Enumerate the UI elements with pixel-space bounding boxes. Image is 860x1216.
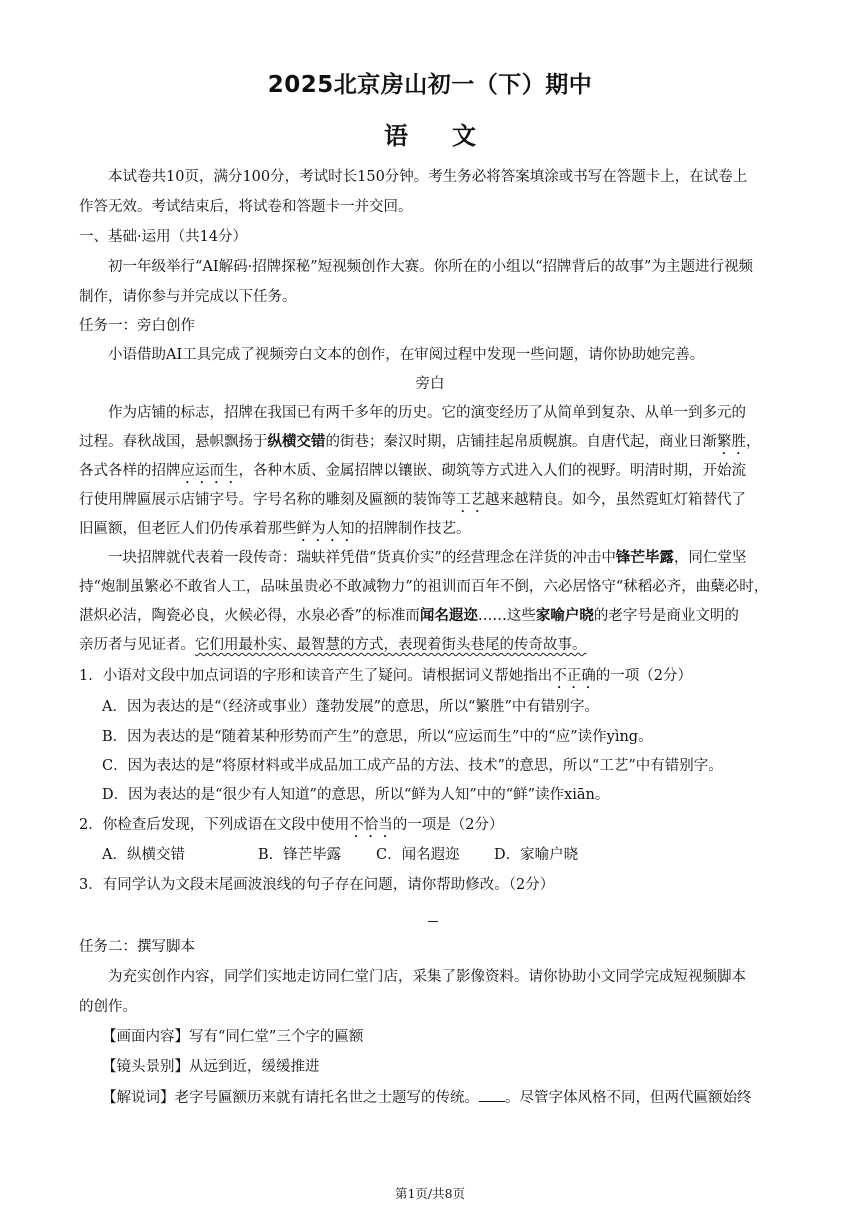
subject-title: 语文 xyxy=(384,122,520,150)
dotted-word-gongyi: 工艺 xyxy=(456,492,485,508)
idiom-wenming: 闻名遐迩 xyxy=(419,608,478,624)
intro-line-1: 本试卷共10页，满分100分，考试时长150分钟。考生务必将答案填涂或书写在答题卡上，在试卷上 xyxy=(108,169,748,185)
section-heading: 一、基础·运用（共14分） xyxy=(79,229,248,245)
section-intro-line-1: 初一年级举行“AI解码·招牌探秘”短视频创作大赛。你所在的小组以“招牌背后的故事”为主题进行视频 xyxy=(108,259,753,275)
narration-line-4: 行使用牌匾展示店铺字号。字号名称的雕刻及匾额的装饰等工艺越来越精良。如今，虽然霓虹灯箱替代了 xyxy=(79,492,746,508)
question-2-stem: 2．你检查后发现，下列成语在文段中使用不恰当的一项是（2分） xyxy=(79,817,504,833)
dotted-word-yingyun: 应运而生 xyxy=(180,463,239,479)
q2-option-c: C．闻名遐迩 xyxy=(376,847,460,863)
narration-line-1: 作为店铺的标志，招牌在我国已有两千多年的历史。它的演变经历了从简单到复杂、从单一到多元的 xyxy=(108,405,746,421)
narration-caption: 旁白 xyxy=(415,376,445,392)
page-number: 第1页/共8页 xyxy=(394,1186,466,1201)
wavy-sentence: 它们用最朴实、最智慧的方式，表现着街头巷尾的传奇故事。 xyxy=(195,637,587,653)
task2-heading: 任务二：撰写脚本 xyxy=(79,939,195,955)
task2-intro-line-2: 的创作。 xyxy=(79,999,137,1015)
q1-option-b: B．因为表达的是“随着某种形势而产生”的意思，所以“应运而生”中的“应”读作yìng。 xyxy=(102,729,653,745)
q2-option-a: A．纵横交错 xyxy=(102,847,185,863)
dotted-word-xianwei: 鲜为人知 xyxy=(296,521,355,537)
q1-option-d: D．因为表达的是“很少有人知道”的意思，所以“鲜为人知”中的“鲜”读作xiān。 xyxy=(102,787,610,803)
script-shot: 【镜头景别】从远到近，缓缓推进 xyxy=(102,1059,320,1075)
narration-line-8: 湛炽必洁，陶瓷必良，火候必得，水泉必香”的标准而闻名遐迩……这些家喻户晓的老字号是商业文明的 xyxy=(79,608,739,624)
emphasis-incorrect: 不正确 xyxy=(552,668,596,684)
idiom-fengmang: 锋芒毕露 xyxy=(615,550,674,566)
q1-option-c: C．因为表达的是“将原材料或半成品加工成产品的方法、技术”的意思，所以“工艺”中有错别字。 xyxy=(102,758,723,774)
q2-option-b: B．锋芒毕露 xyxy=(258,847,342,863)
emphasis-inappropriate: 不恰当 xyxy=(349,817,393,833)
fill-blank xyxy=(479,1087,505,1102)
idiom-jiayu: 家喻户晓 xyxy=(535,608,594,624)
script-voiceover: 【解说词】老字号匾额历来就有请托名世之士题写的传统。 。尽管字体风格不同，但两代匾额始终 xyxy=(102,1087,752,1108)
narration-line-9: 亲历者与见证者。它们用最朴实、最智慧的方式，表现着街头巷尾的传奇故事。 xyxy=(79,637,587,653)
narration-line-2: 过程。春秋战国，悬帜飘扬于纵横交错的街巷；秦汉时期，店铺挂起帛质幌旗。自唐代起，商业日渐繁胜， xyxy=(79,434,761,450)
narration-line-7: 持“炮制虽繁必不敢省人工，品味虽贵必不敢减物力”的祖训而百年不倒，六必居恪守“秫稻必齐，曲蘖必时， xyxy=(79,579,769,595)
intro-line-2: 作答无效。考试结束后，将试卷和答题卡一并交回。 xyxy=(79,199,413,215)
q2-options xyxy=(102,845,578,865)
task2-intro-line-1: 为充实创作内容，同学们实地走访同仁堂门店，采集了影像资料。请你协助小文同学完成短视频脚本 xyxy=(108,969,746,985)
narration-line-5: 旧匾额，但老匠人们仍传承着那些鲜为人知的招牌制作技艺。 xyxy=(79,521,471,537)
task1-intro: 小语借助AI工具完成了视频旁白文本的创作，在审阅过程中发现一些问题，请你协助她完善。 xyxy=(108,347,705,363)
task1-heading: 任务一：旁白创作 xyxy=(79,318,195,334)
section-intro-line-2: 制作，请你参与并完成以下任务。 xyxy=(79,289,297,305)
idiom-zongheng: 纵横交错 xyxy=(267,434,326,450)
q2-option-d: D．家喻户晓 xyxy=(494,847,579,863)
answer-line xyxy=(428,921,438,922)
dotted-word-fansheng: 繁胜 xyxy=(717,434,746,450)
question-3-stem: 3．有同学认为文段末尾画波浪线的句子存在问题，请你帮助修改。（2分） xyxy=(79,877,555,893)
q1-option-a: A．因为表达的是“（经济或事业）蓬勃发展”的意思，所以“繁胜”中有错别字。 xyxy=(102,699,599,715)
narration-line-3: 各式各样的招牌应运而生，各种木质、金属招牌以镶嵌、砌筑等方式进入人们的视野。明清时期，开始流 xyxy=(79,463,746,479)
exam-title: 2025北京房山初一（下）期中 xyxy=(267,72,593,98)
narration-line-6: 一块招牌就代表着一段传奇：瑞蚨祥凭借“货真价实”的经营理念在洋货的冲击中锋芒毕露，同仁堂坚 xyxy=(108,550,747,566)
question-1-stem: 1．小语对文段中加点词语的字形和读音产生了疑问。请根据词义帮她指出不正确的一项（2分） xyxy=(79,668,692,684)
script-scene: 【画面内容】写有“同仁堂”三个字的匾额 xyxy=(102,1029,364,1045)
